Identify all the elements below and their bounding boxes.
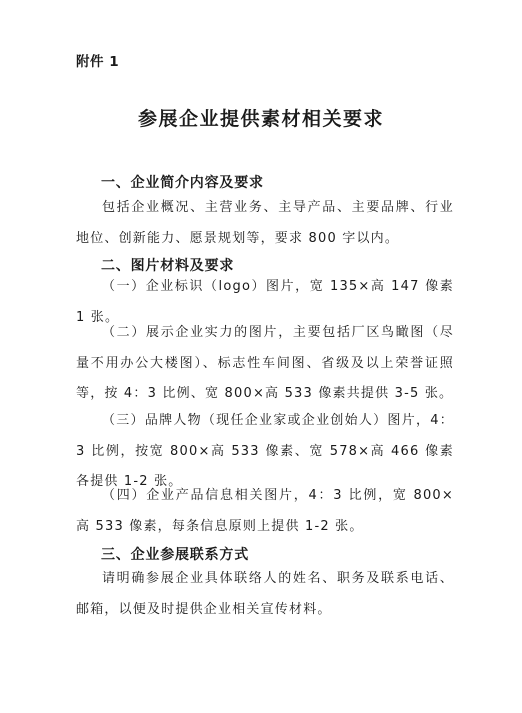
image-requirement-brand-person: （三）品牌人物（现任企业家或企业创始人）图片，4：3 比例，按宽 800×高 533 像素、宽 578×高 466 像素各提供 1-2 张。 bbox=[76, 413, 454, 489]
section-heading-intro: 一、企业简介内容及要求 bbox=[101, 175, 264, 191]
image-requirement-strength: （二）展示企业实力的图片，主要包括厂区鸟瞰图（尽量不用办公大楼图）、标志性车间图、省级及以上荣誉证照等，按 4：3 比例、宽 800×高 533 像素共提供 3-5 张。 bbox=[76, 325, 454, 401]
image-requirement-products: （四）企业产品信息相关图片，4：3 比例，宽 800×高 533 像素，每条信息原则上提供 1-2 张。 bbox=[76, 488, 454, 534]
attachment-label: 附件 1 bbox=[76, 54, 120, 70]
document-title: 参展企业提供素材相关要求 bbox=[137, 108, 384, 130]
section-heading-images: 二、图片材料及要求 bbox=[101, 258, 235, 274]
section-paragraph-contact: 请明确参展企业具体联络人的姓名、职务及联系电话、邮箱，以便及时提供企业相关宣传材料。 bbox=[76, 571, 454, 617]
section-paragraph-intro: 包括企业概况、主营业务、主导产品、主要品牌、行业地位、创新能力、愿景规划等，要求 800 字以内。 bbox=[76, 200, 454, 246]
image-requirement-logo: （一）企业标识（logo）图片，宽 135×高 147 像素 1 张。 bbox=[76, 279, 454, 325]
section-heading-contact: 三、企业参展联系方式 bbox=[101, 547, 249, 563]
